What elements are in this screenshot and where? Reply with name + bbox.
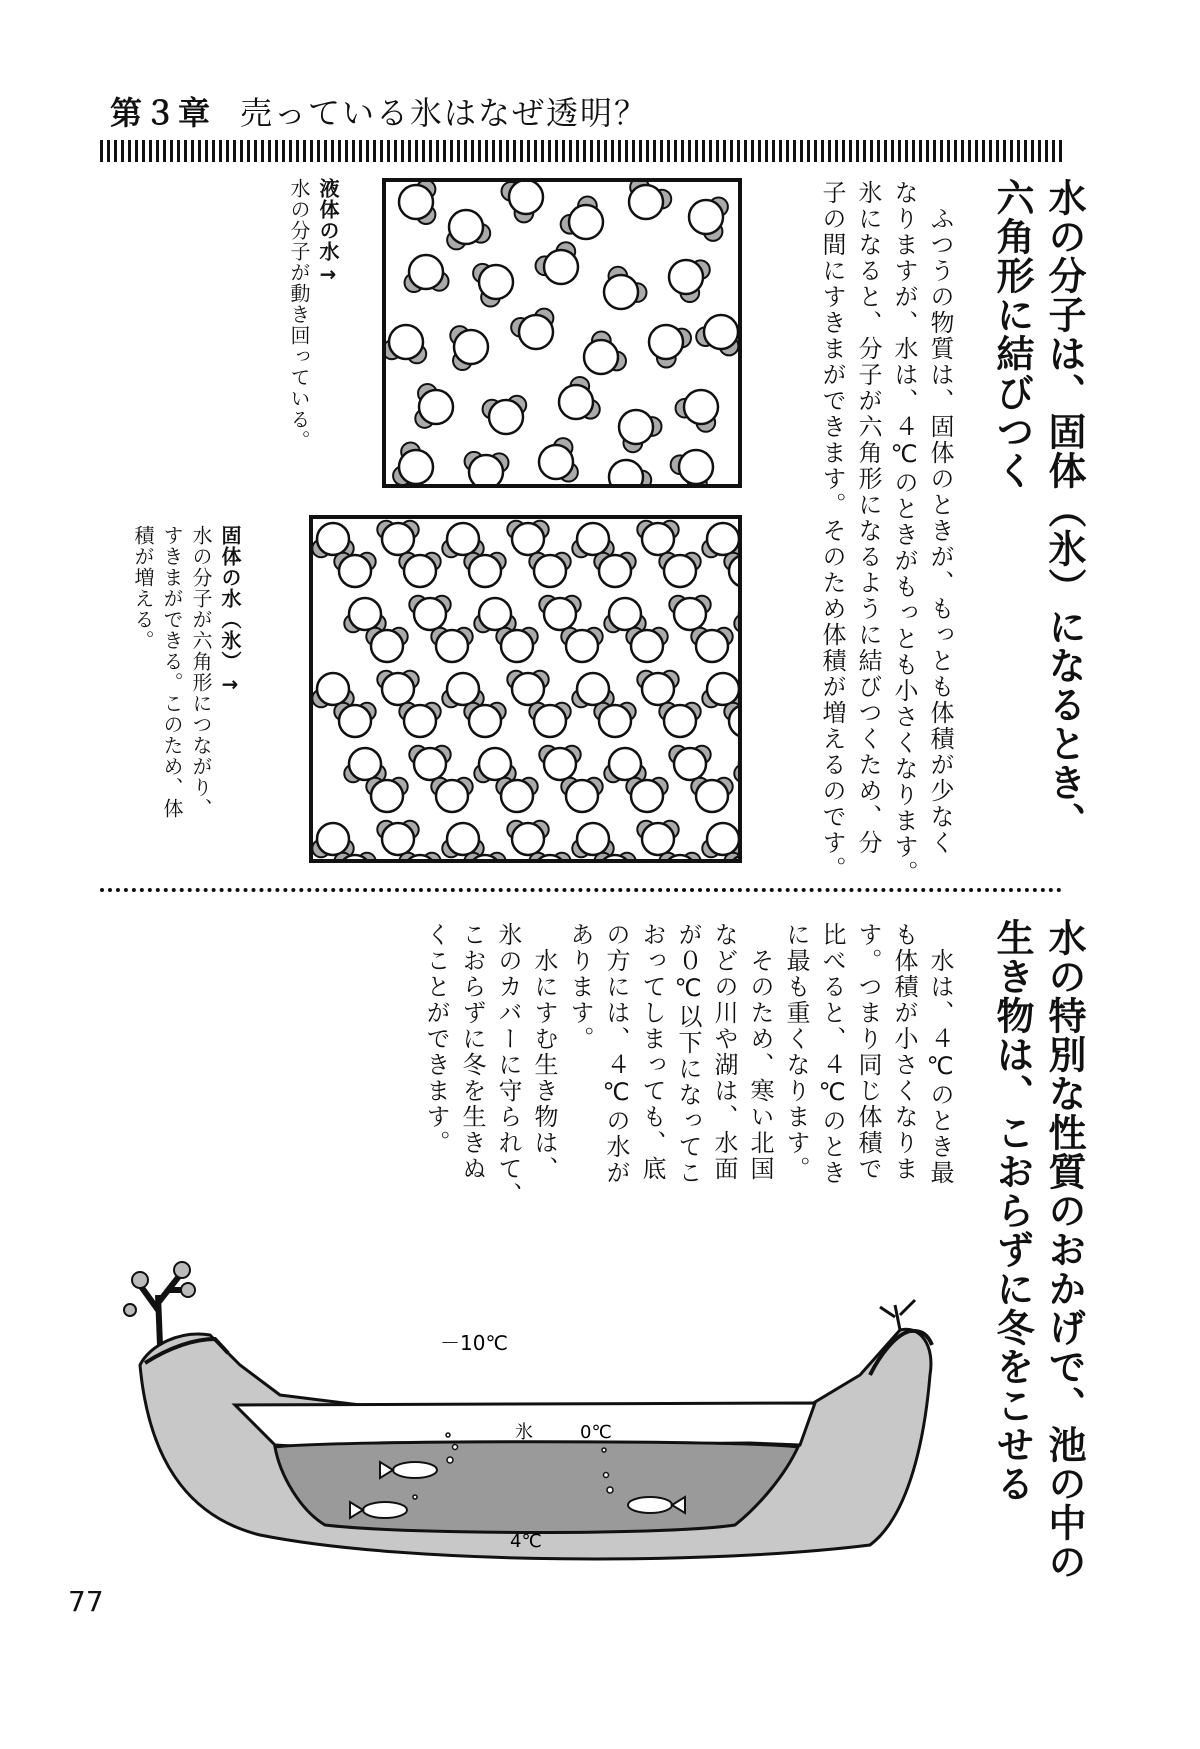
liquid-water-diagram	[382, 178, 742, 488]
water-molecule	[313, 673, 354, 707]
water-molecule	[464, 853, 505, 859]
water-molecule	[377, 821, 418, 855]
water-molecule	[734, 598, 738, 632]
water-molecule	[734, 748, 738, 782]
pond-illustration	[110, 1235, 940, 1575]
water-molecule	[659, 703, 700, 737]
water-molecule	[724, 553, 738, 587]
water-molecule	[689, 197, 728, 240]
water-molecule	[561, 197, 603, 239]
water-molecule	[393, 442, 433, 484]
water-molecule	[671, 450, 713, 484]
page-number: 77	[68, 1585, 104, 1618]
section2-body: 水は、４℃のとき最 も体積が小さくなりま す。つまり同じ体積で 比べると、４℃のとき に最も重くなります。 そのため、寒い北国 などの川や湖は、水面 が０℃以下になってこ おってしまっても、底 の方には、４℃の水が あります。 水にすむ生き物は、 氷のカバーに守られて、 こおらずに冬を生きぬ くことができます。	[422, 922, 954, 1208]
water-molecule	[691, 778, 732, 812]
water-molecule	[344, 748, 385, 782]
tree-icon	[124, 1262, 195, 1345]
water-molecule	[629, 182, 671, 219]
water-molecule	[366, 778, 407, 812]
water-molecule	[465, 452, 509, 484]
water-molecule	[619, 410, 661, 452]
ice-lattice	[313, 519, 738, 859]
water-molecule	[313, 823, 354, 857]
section1-heading: 水の分子は、固体（氷）になるとき、 六角形に結びつく	[990, 178, 1086, 841]
water-molecule	[409, 746, 450, 780]
water-molecule	[431, 628, 472, 662]
water-molecule	[366, 628, 407, 662]
water-molecule	[496, 628, 537, 662]
water-molecule	[539, 596, 580, 630]
water-molecule	[604, 748, 645, 782]
water-molecule	[334, 553, 375, 587]
liquid-caption-title: 液体の水→	[316, 178, 340, 287]
water-molecule	[377, 521, 418, 555]
water-molecule	[637, 521, 678, 555]
water-molecule	[442, 673, 483, 707]
section2-heading: 水の特別な性質のおかげで、池の中の 生き物は、こおらずに冬をこせる	[990, 918, 1086, 1581]
water-molecule	[507, 671, 548, 705]
water-molecule	[529, 703, 570, 737]
water-molecule	[529, 553, 570, 587]
water-molecule	[399, 853, 440, 859]
water-molecule	[313, 523, 354, 557]
water-molecule	[334, 853, 375, 859]
ice-label: 氷	[515, 1422, 533, 1443]
chapter-title: 売っている氷はなぜ透明？	[240, 94, 649, 132]
section1-body: ふつうの物質は、固体のときが、もっとも体積が少なく なりますが、水は、４℃のときがもっとも小さくなります。 氷になると、分子が六角形になるように結びつくため、分 子の間にすきまができます。そのため体積が増えるのです。	[818, 180, 954, 886]
water-molecule	[399, 182, 435, 224]
water-temp-label: 4℃	[510, 1531, 542, 1552]
water-molecule	[649, 325, 691, 367]
water-molecule	[399, 553, 440, 587]
water-molecule	[594, 553, 635, 587]
water-molecule	[473, 264, 513, 307]
water-molecule	[399, 703, 440, 737]
water-molecule	[344, 598, 385, 632]
water-molecule	[474, 598, 515, 632]
water-molecule	[539, 746, 580, 780]
water-molecule	[377, 671, 418, 705]
chapter-number: 第３章	[110, 94, 213, 132]
water-molecule	[507, 821, 548, 855]
ice-caption-title: 固体の水（氷）→	[218, 525, 242, 697]
water-molecule	[659, 853, 700, 859]
water-molecule	[431, 778, 472, 812]
water-molecule	[559, 377, 600, 419]
water-molecule	[724, 703, 738, 737]
plant-icon	[880, 1300, 915, 1330]
water-molecule	[502, 182, 543, 222]
air-temp-label: －10℃	[440, 1331, 508, 1355]
water-molecule	[529, 853, 570, 859]
water-molecule	[594, 703, 635, 737]
section-divider	[100, 888, 1062, 892]
water-molecule	[536, 242, 578, 284]
water-molecule	[405, 255, 449, 292]
water-molecule	[511, 309, 553, 349]
water-molecule	[691, 628, 732, 662]
pond-water	[275, 1442, 798, 1533]
liquid-molecules	[386, 182, 738, 484]
water-molecule	[442, 823, 483, 857]
water-molecule	[669, 596, 710, 630]
water-molecule	[539, 438, 578, 481]
water-molecule	[447, 210, 490, 249]
water-molecule	[637, 821, 678, 855]
water-molecule	[594, 853, 635, 859]
water-molecule	[386, 325, 426, 363]
water-molecule	[507, 521, 548, 555]
water-molecule	[409, 596, 450, 630]
water-molecule	[604, 598, 645, 632]
water-molecule	[474, 748, 515, 782]
water-molecule	[464, 703, 505, 737]
water-molecule	[442, 523, 483, 557]
water-molecule	[572, 523, 613, 557]
water-molecule	[561, 628, 602, 662]
water-molecule	[609, 460, 651, 484]
water-molecule	[334, 703, 375, 737]
water-molecule	[483, 396, 527, 434]
chapter-header	[110, 88, 648, 134]
ice-caption-text: 水の分子が六角形につながり、 すきまができる。このため、体 積が増える。	[131, 525, 213, 819]
water-molecule	[604, 267, 646, 309]
header-rule	[100, 140, 1065, 162]
water-molecule	[696, 315, 738, 355]
water-molecule	[676, 390, 718, 432]
water-molecule	[626, 778, 667, 812]
water-molecule	[572, 823, 613, 857]
water-molecule	[584, 332, 626, 374]
water-molecule	[450, 326, 488, 370]
water-molecule	[561, 778, 602, 812]
water-molecule	[669, 260, 710, 302]
water-molecule	[669, 746, 710, 780]
ice-diagram	[309, 515, 742, 863]
water-molecule	[637, 671, 678, 705]
ice-temp-label: 0℃	[580, 1422, 612, 1443]
water-molecule	[496, 778, 537, 812]
ice-caption	[128, 525, 244, 855]
water-molecule	[464, 553, 505, 587]
water-molecule	[659, 553, 700, 587]
liquid-caption	[284, 178, 342, 478]
water-molecule	[572, 673, 613, 707]
water-molecule	[626, 628, 667, 662]
liquid-caption-text: 水の分子が動き回っている。	[287, 178, 311, 451]
water-molecule	[415, 384, 453, 428]
